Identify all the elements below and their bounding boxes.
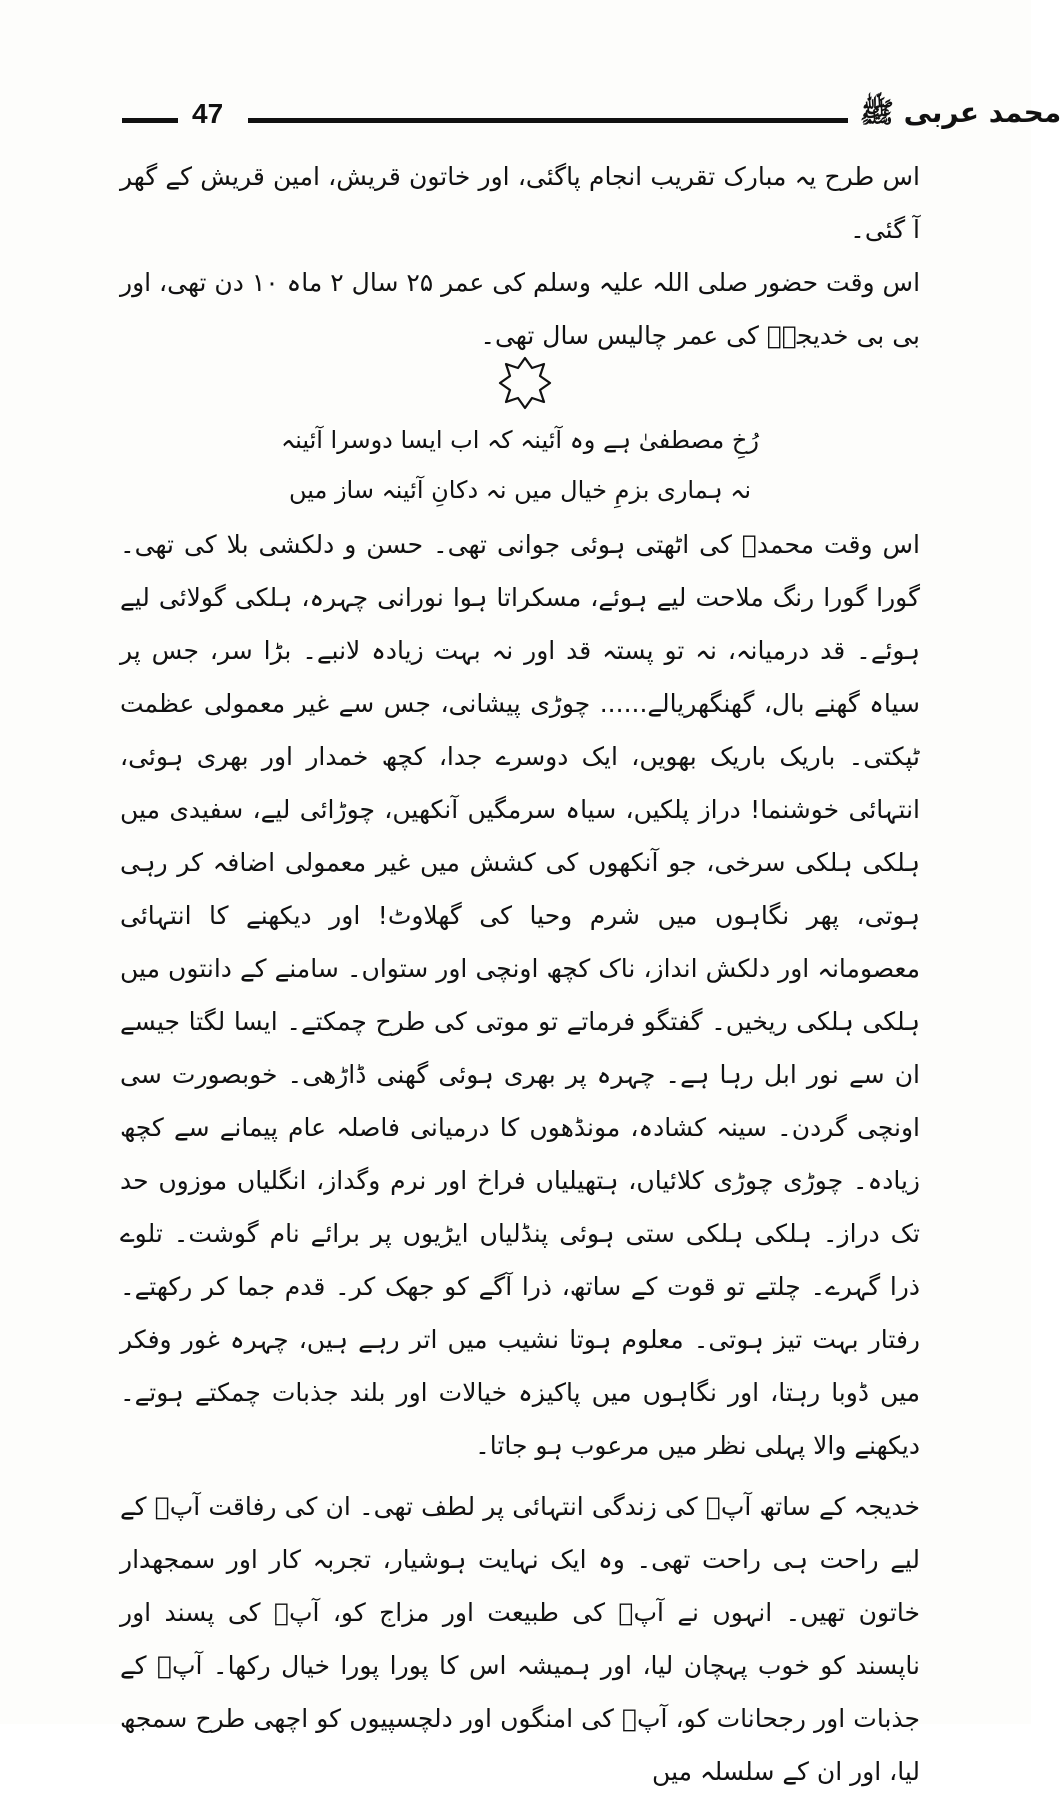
paragraph-4: خدیجہ کے ساتھ آپؐ کی زندگی انتہائی پر لطف تھی۔ ان کی رفاقت آپؐ کے لیے راحت ہی راحت تھی۔ وہ ایک نہایت ہوشیار، تجربہ کار اور سمجھدار خاتون تھیں۔ انہوں نے آپؐ کی طبیعت اور مزاج کو، آپؐ کی پسند اور ناپسند کو خوب پہچان لیا، اور ہمیشہ اس کا پورا پورا خیال رکھا۔ آپؐ کے جذبات اور رجحانات کو، آپؐ کی امنگوں اور دلچسپیوں کو اچھی طرح سمجھ لیا، اور ان کے سلسلہ میں [120,1492,920,1786]
verse-line-2: نہ ہماری بزمِ خیال میں نہ دکانِ آئینہ ساز میں [288,476,752,504]
paragraph-3: اس وقت محمدؐ کی اٹھتی ہوئی جوانی تھی۔ حسن و دلکشی بلا کی تھی۔ گورا گورا رنگ ملاحت لیے ہوئے، مسکراتا ہوا نورانی چہرہ، ہلکی گولائی لیے ہوئے۔ قد درمیانہ، نہ تو پستہ قد اور نہ بہت زیادہ لانبے۔ بڑا سر، جس پر سیاہ گھنے بال، گھنگھریالے...... چوڑی پیشانی، جس سے غیر معمولی عظمت ٹپکتی۔ باریک باریک بھویں، ایک دوسرے جدا، کچھ خمدار اور بھری ہوئی، انتہائی خوشنما! دراز پلکیں، سیاہ سرمگیں آنکھیں، چوڑائی لیے، سفیدی میں ہلکی ہلکی سرخی، جو آنکھوں کی کشش میں غیر معمولی اضافہ کر رہی ہوتی، پھر نگاہوں میں شرم وحیا کی گھلاوٹ! اور دیکھنے کا انتہائی معصومانہ اور دلکش انداز، ناک کچھ اونچی اور ستواں۔ سامنے کے دانتوں میں ہلکی ہلکی ریخیں۔ گفتگو فرماتے تو موتی کی طرح چمکتے۔ ایسا لگتا جیسے ان سے نور ابل رہا ہے۔ چہرہ پر بھری ہوئی گھنی ڈاڑھی۔ خوبصورت سی اونچی گردن۔ سینہ کشادہ، مونڈھوں کا درمیانی فاصلہ عام پیمانے سے کچھ زیادہ۔ چوڑی چوڑی کلائیاں، ہتھیلیاں فراخ اور نرم وگداز، انگلیاں موزوں حد تک دراز۔ ہلکی ہلکی ستی ہوئی پنڈلیاں ایڑیوں پر برائے نام گوشت۔ تلوے ذرا گہرے۔ چلتے تو قوت کے ساتھ، ذرا آگے کو جھک کر۔ قدم جما کر رکھتے۔ رفتار بہت تیز ہوتی۔ معلوم ہوتا نشیب میں اتر رہے ہیں، چہرہ غور وفکر میں ڈوبا رہتا، اور نگاہوں میں پاکیزہ خیالات اور بلند جذبات چمکتے ہوتے۔ دیکھنے والا پہلی نظر میں مرعوب ہو جاتا۔ [120,530,920,1460]
page-number: 47 [192,98,224,129]
paragraph-2: اس وقت حضور صلی اللہ علیہ وسلم کی عمر ۲۵ سال ۲ ماہ ۱۰ دن تھی، اور بی بی خدیجہؓ کی عمر چالیس سال تھی۔ [120,268,921,350]
header-rule-middle [248,118,848,123]
verse-couplet [120,415,920,515]
paragraph-1: اس طرح یہ مبارک تقریب انجام پاگئی، اور خاتون قریش، امین قریش کے گھر آ گئی۔ [120,162,920,244]
intro-text [120,150,920,362]
octagram-star-ornament-icon [497,355,553,411]
page-header [122,96,1061,136]
header-rule-left [122,118,178,123]
main-text [120,518,920,1798]
running-title: محمد عربی ﷺ [860,96,1061,129]
verse-line-1: رُخِ مصطفیٰ ہے وہ آئینہ کہ اب ایسا دوسرا آئینہ [281,426,759,454]
